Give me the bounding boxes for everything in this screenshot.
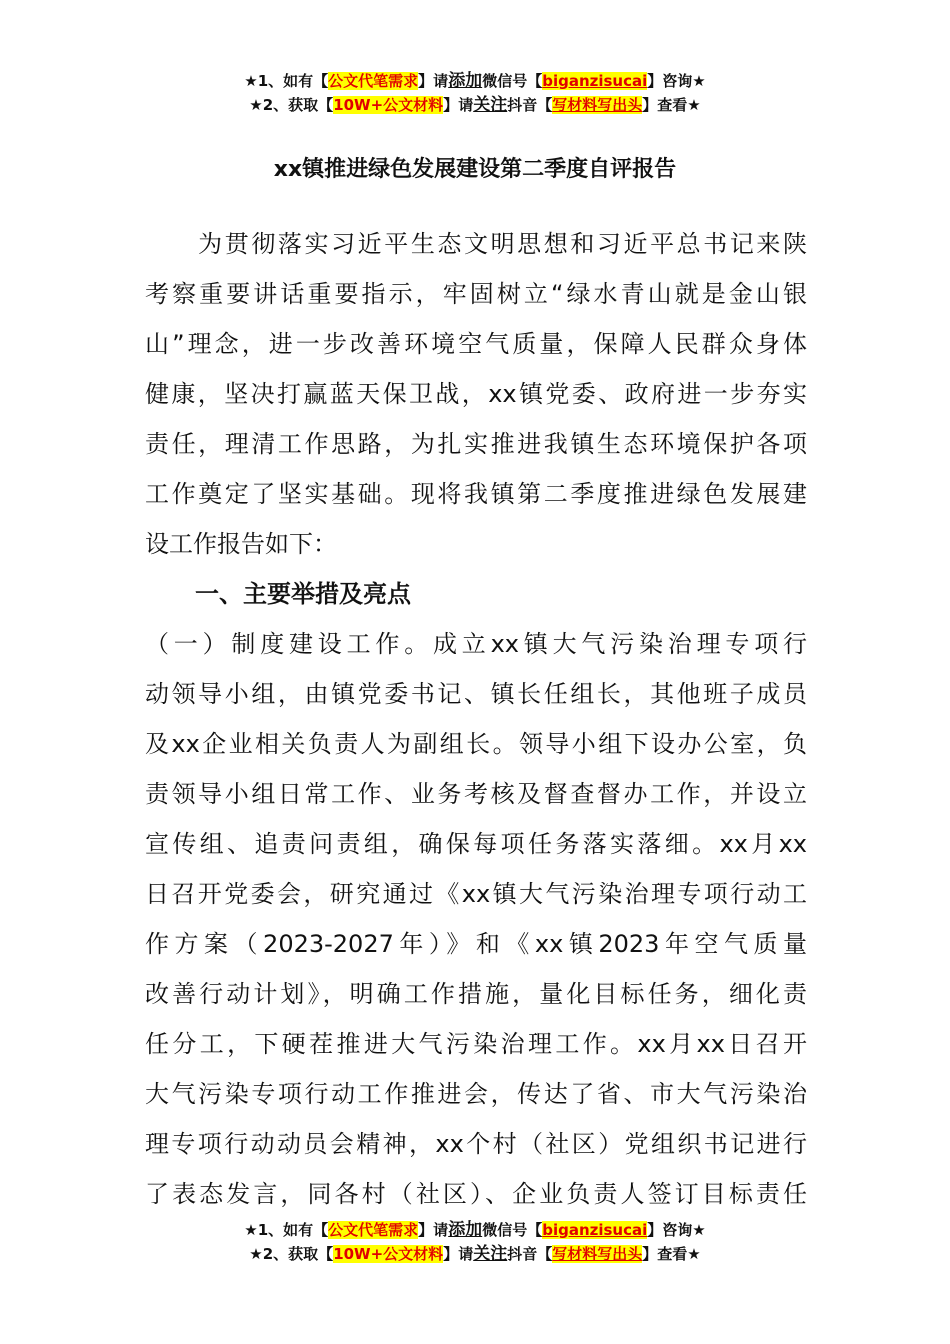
promo-underlined: 关注 — [473, 1244, 508, 1264]
paragraph-line: 为贯彻落实习近平生态文明思想和习近平总书记来陕 — [145, 230, 807, 258]
promo-douyin-id: 写材料写出头 — [552, 96, 643, 114]
promo-underlined: 添加 — [448, 1220, 483, 1240]
promo-text: ★1、如有【 — [244, 72, 329, 90]
paragraph-line: 任分工，下硬茬推进大气污染治理工作。xx月xx日召开 — [145, 1030, 807, 1058]
promo-text: 】咨询★ — [647, 1221, 706, 1239]
paragraph-line: 责领导小组日常工作、业务考核及督查督办工作，并设立 — [145, 780, 807, 808]
promo-footer — [0, 1218, 950, 1266]
paragraph-line: 及xx企业相关负责人为副组长。领导小组下设办公室，负 — [145, 730, 807, 758]
paragraph-line: 理专项行动动员会精神，xx个村（社区）党组织书记进行 — [145, 1130, 807, 1158]
promo-highlight: 10W+公文材料 — [333, 1245, 444, 1263]
promo-text: 】查看★ — [642, 96, 701, 114]
paragraph-line: 作方案（2023-2027年）》和《xx镇2023年空气质量 — [145, 930, 807, 958]
promo-underlined: 添加 — [448, 71, 483, 91]
promo-text: 】请 — [443, 96, 474, 114]
promo-text: 微信号【 — [482, 72, 543, 90]
paragraph-line: 考察重要讲话重要指示，牢固树立“绿水青山就是金山银 — [145, 280, 807, 308]
paragraph-line: 责任，理清工作思路，为扎实推进我镇生态环境保护各项 — [145, 430, 807, 458]
promo-underlined: 关注 — [473, 95, 508, 115]
paragraph-line: 山”理念，进一步改善环境空气质量，保障人民群众身体 — [145, 330, 807, 358]
paragraph-line: 日召开党委会，研究通过《xx镇大气污染治理专项行动工 — [145, 880, 807, 908]
paragraph-line: 宣传组、追责问责组，确保每项任务落实落细。xx月xx — [145, 830, 807, 858]
promo-text: ★2、获取【 — [249, 1245, 334, 1263]
promo-line-1 — [0, 1218, 950, 1242]
document-title: xx镇推进绿色发展建设第二季度自评报告 — [273, 157, 677, 182]
document-body — [145, 219, 807, 1219]
promo-text: 】请 — [418, 1221, 449, 1239]
promo-wechat-id: biganzisucai — [542, 1221, 648, 1239]
promo-line-2 — [0, 93, 950, 117]
promo-wechat-id: biganzisucai — [542, 72, 648, 90]
promo-line-1 — [0, 69, 950, 93]
promo-line-2 — [0, 1242, 950, 1266]
promo-highlight: 公文代笔需求 — [328, 1221, 419, 1239]
promo-text: 】请 — [418, 72, 449, 90]
promo-header — [0, 69, 950, 117]
promo-douyin-id: 写材料写出头 — [552, 1245, 643, 1263]
paragraph-line: 动领导小组，由镇党委书记、镇长任组长，其他班子成员 — [145, 680, 807, 708]
promo-highlight: 10W+公文材料 — [333, 96, 444, 114]
promo-text: 】查看★ — [642, 1245, 701, 1263]
promo-text: 】请 — [443, 1245, 474, 1263]
section-heading: 一、主要举措及亮点 — [195, 580, 411, 608]
paragraph-line: 健康，坚决打赢蓝天保卫战，xx镇党委、政府进一步夯实 — [145, 380, 807, 408]
promo-text: 】咨询★ — [647, 72, 706, 90]
paragraph-line: 改善行动计划》，明确工作措施，量化目标任务，细化责 — [145, 980, 807, 1008]
paragraph-line: 工作奠定了坚实基础。现将我镇第二季度推进绿色发展建 — [145, 480, 807, 508]
promo-text: 微信号【 — [482, 1221, 543, 1239]
promo-text: 抖音【 — [507, 1245, 553, 1263]
promo-highlight: 公文代笔需求 — [328, 72, 419, 90]
promo-text: 抖音【 — [507, 96, 553, 114]
paragraph-line: 设工作报告如下： — [145, 530, 337, 558]
paragraph-line: 了表态发言，同各村（社区）、企业负责人签订目标责任 — [145, 1180, 807, 1208]
paragraph-line: 大气污染专项行动工作推进会，传达了省、市大气污染治 — [145, 1080, 807, 1108]
promo-text: ★2、获取【 — [249, 96, 334, 114]
promo-text: ★1、如有【 — [244, 1221, 329, 1239]
paragraph-line: （一）制度建设工作。成立xx镇大气污染治理专项行 — [145, 630, 807, 658]
